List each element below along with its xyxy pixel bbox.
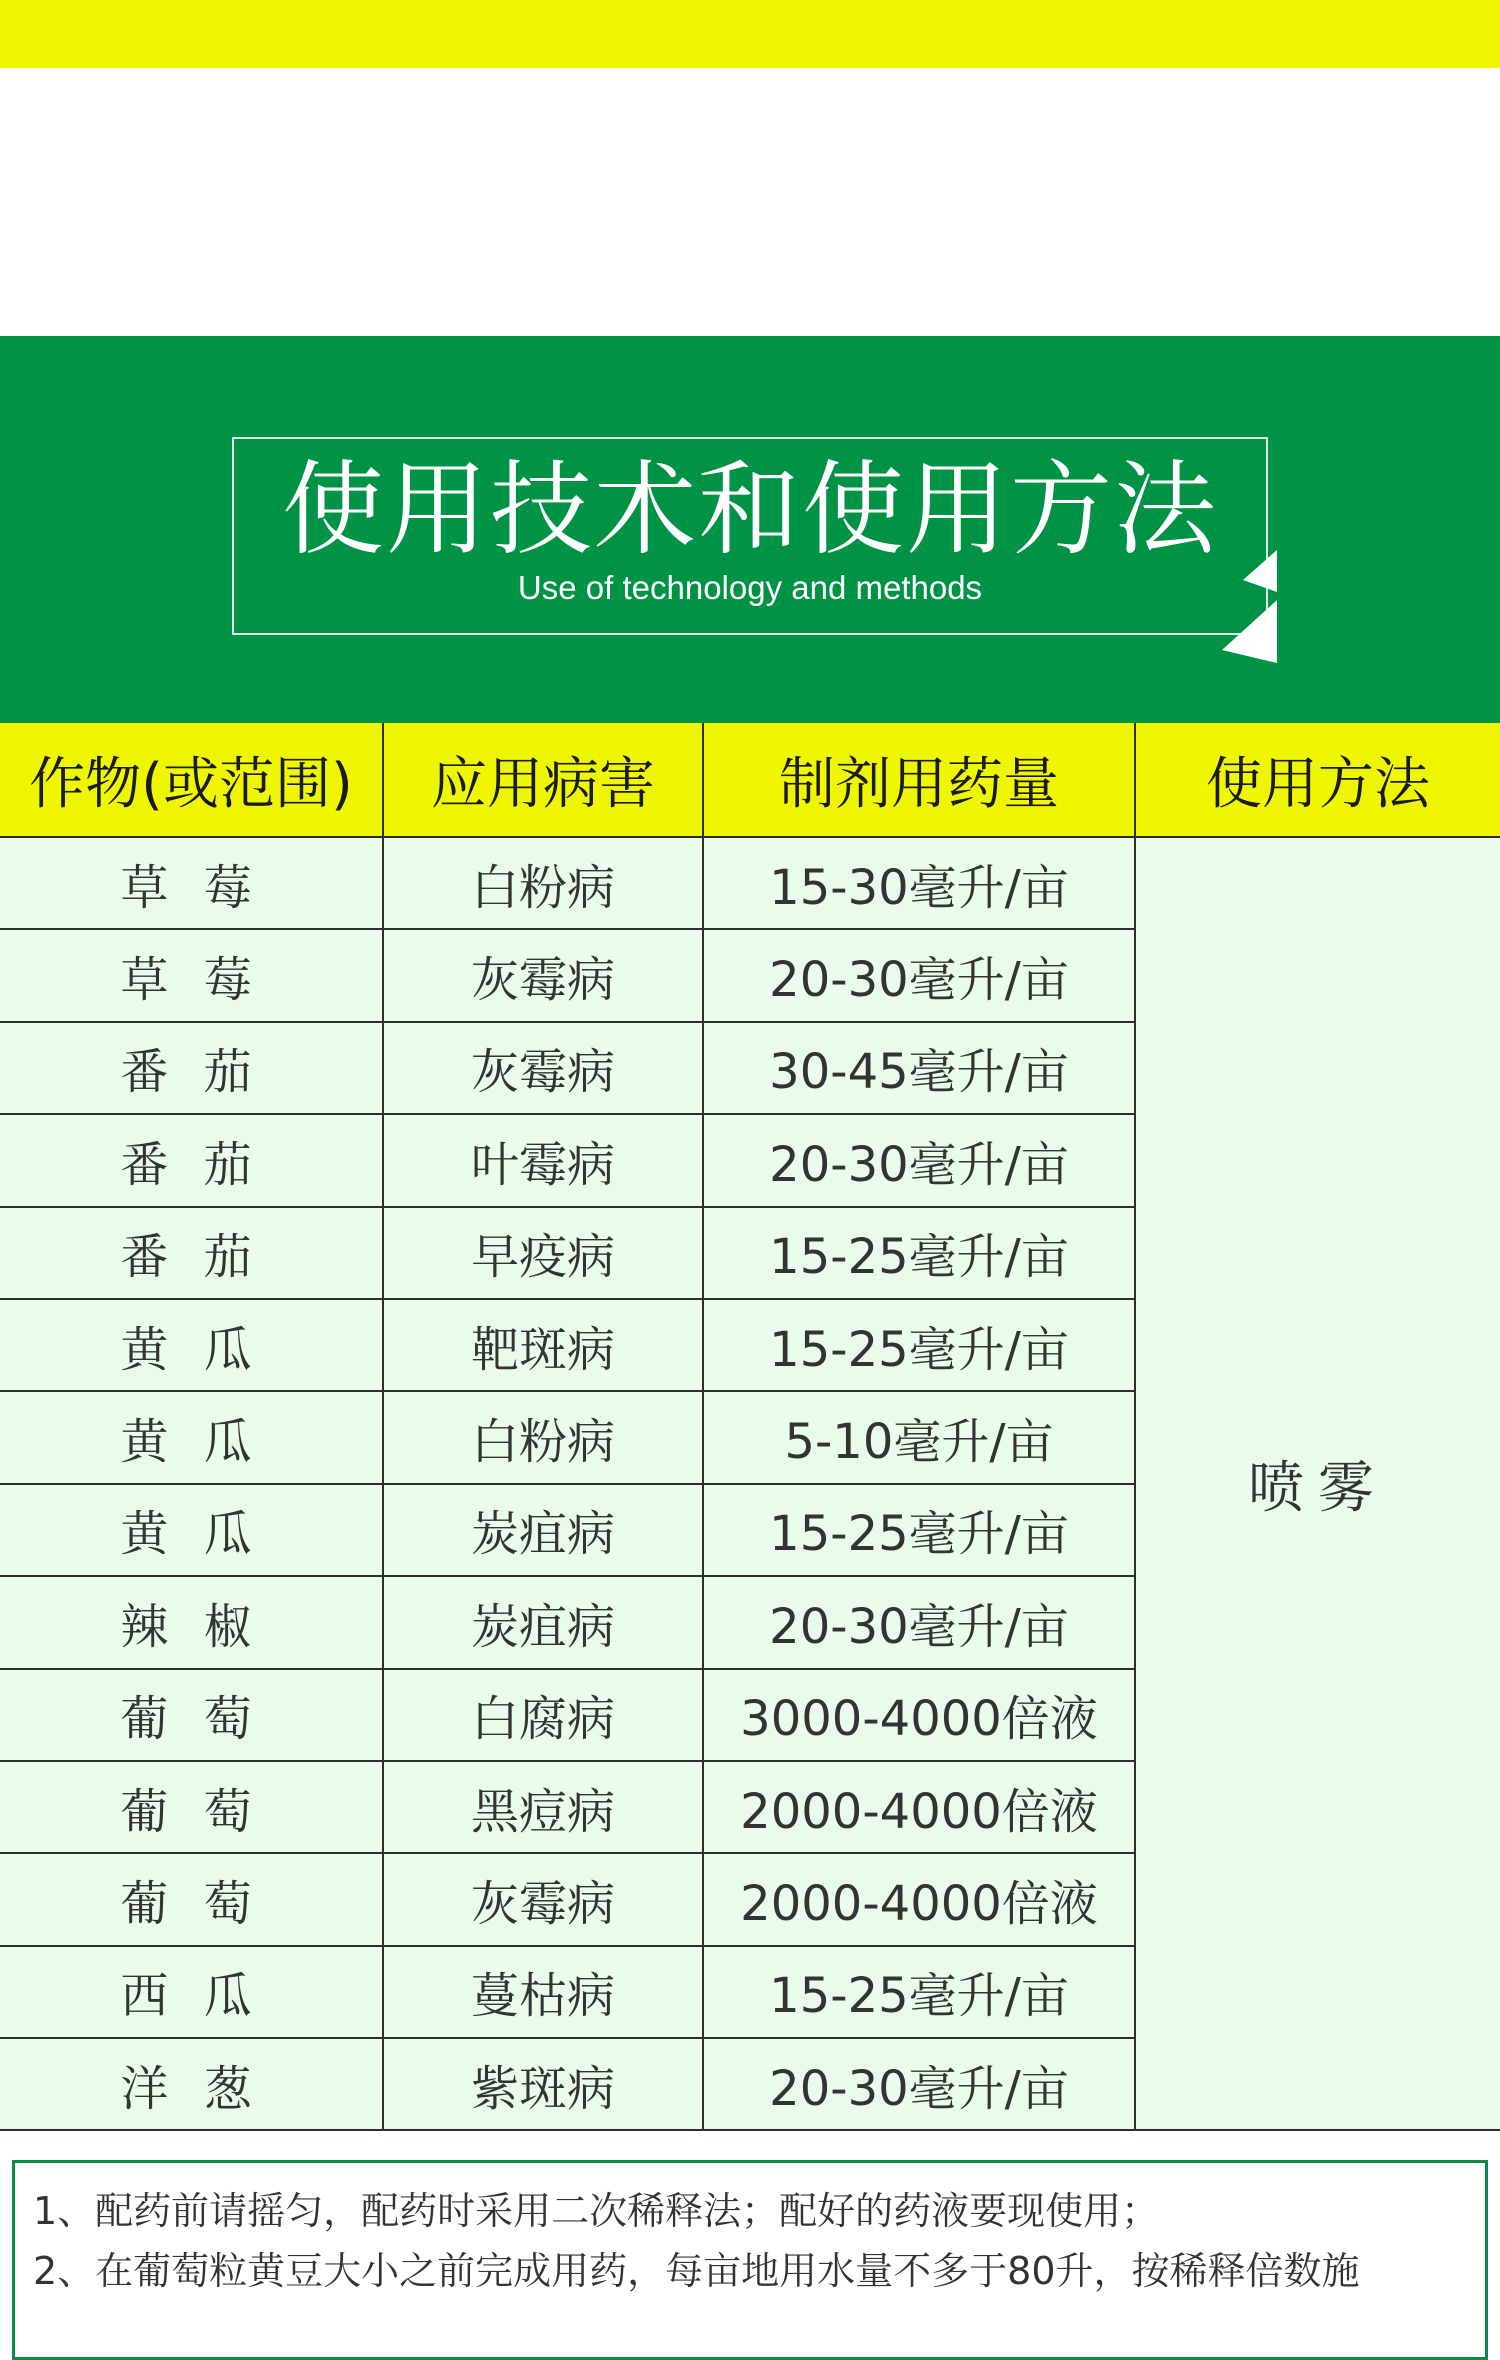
table-header-row [0, 723, 1500, 837]
dosage-cell: 2000-4000倍液 [703, 1853, 1135, 1945]
notes-box [12, 2160, 1488, 2360]
page-title: 使用技术和使用方法 [282, 451, 1218, 570]
method-cell: 喷雾 [1135, 837, 1500, 2130]
header-disease: 应用病害 [383, 723, 703, 837]
disease-cell: 白粉病 [383, 837, 703, 929]
crop-cell: 辣 椒 [0, 1576, 383, 1668]
disease-cell: 蔓枯病 [383, 1946, 703, 2038]
disease-cell: 炭疽病 [383, 1484, 703, 1576]
page-subtitle: Use of technology and methods [517, 569, 983, 606]
top-accent-bar [0, 0, 1500, 68]
dosage-cell: 20-30毫升/亩 [703, 929, 1135, 1021]
note-line: 1、配药前请摇匀，配药时采用二次稀释法；配好的药液要现使用； [33, 2189, 1160, 2233]
dosage-cell: 20-30毫升/亩 [703, 1114, 1135, 1206]
disease-cell: 白腐病 [383, 1669, 703, 1761]
crop-cell: 黄 瓜 [0, 1391, 383, 1483]
header-method: 使用方法 [1135, 723, 1500, 837]
dosage-cell: 15-25毫升/亩 [703, 1207, 1135, 1299]
crop-cell: 草 莓 [0, 837, 383, 929]
disease-cell: 灰霉病 [383, 1853, 703, 1945]
crop-cell: 洋 葱 [0, 2038, 383, 2130]
disease-cell: 叶霉病 [383, 1114, 703, 1206]
crop-cell: 葡 萄 [0, 1761, 383, 1853]
disease-cell: 黑痘病 [383, 1761, 703, 1853]
dosage-cell: 30-45毫升/亩 [703, 1022, 1135, 1114]
disease-cell: 灰霉病 [383, 929, 703, 1021]
crop-cell: 黄 瓜 [0, 1484, 383, 1576]
crop-cell: 番 茄 [0, 1022, 383, 1114]
disease-cell: 炭疽病 [383, 1576, 703, 1668]
disease-cell: 靶斑病 [383, 1299, 703, 1391]
header-dosage: 制剂用药量 [703, 723, 1135, 837]
dosage-cell: 15-25毫升/亩 [703, 1484, 1135, 1576]
crop-cell: 葡 萄 [0, 1669, 383, 1761]
table-row [0, 837, 1500, 929]
crop-cell: 西 瓜 [0, 1946, 383, 2038]
crop-cell: 黄 瓜 [0, 1299, 383, 1391]
dosage-cell: 15-25毫升/亩 [703, 1299, 1135, 1391]
dosage-cell: 15-25毫升/亩 [703, 1946, 1135, 2038]
dosage-cell: 20-30毫升/亩 [703, 1576, 1135, 1668]
disease-cell: 早疫病 [383, 1207, 703, 1299]
header-crop: 作物(或范围) [0, 723, 383, 837]
dosage-cell: 20-30毫升/亩 [703, 2038, 1135, 2130]
disease-cell: 白粉病 [383, 1391, 703, 1483]
dosage-cell: 5-10毫升/亩 [703, 1391, 1135, 1483]
disease-cell: 紫斑病 [383, 2038, 703, 2130]
disease-cell: 灰霉病 [383, 1022, 703, 1114]
crop-cell: 草 莓 [0, 929, 383, 1021]
crop-cell: 葡 萄 [0, 1853, 383, 1945]
usage-table [0, 723, 1500, 2131]
dosage-cell: 2000-4000倍液 [703, 1761, 1135, 1853]
note-line: 2、在葡萄粒黄豆大小之前完成用药，每亩地用水量不多于80升，按稀释倍数施 [33, 2249, 1360, 2293]
dosage-cell: 3000-4000倍液 [703, 1669, 1135, 1761]
dosage-cell: 15-30毫升/亩 [703, 837, 1135, 929]
triangle-decoration-icon [1215, 540, 1285, 670]
crop-cell: 番 茄 [0, 1207, 383, 1299]
crop-cell: 番 茄 [0, 1114, 383, 1206]
